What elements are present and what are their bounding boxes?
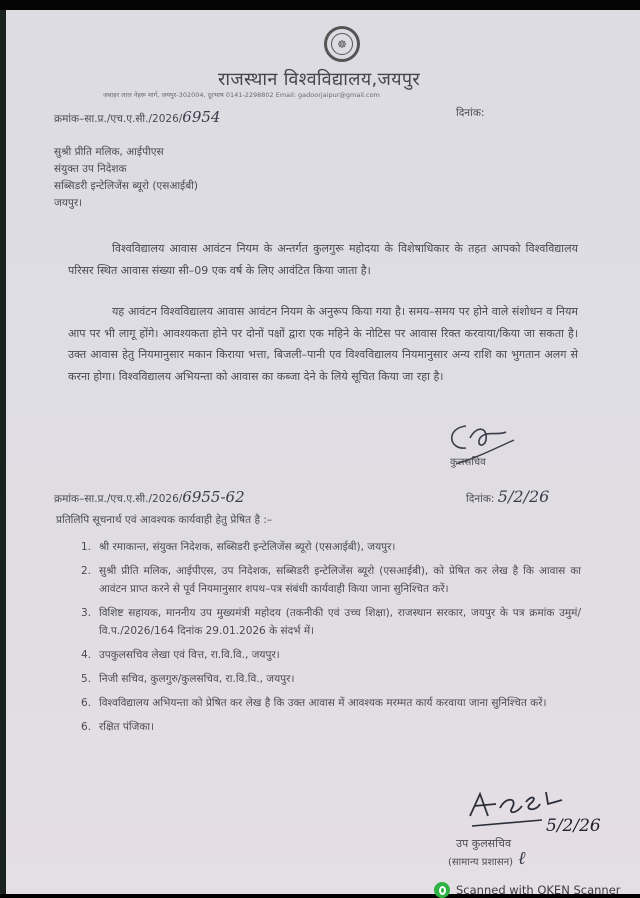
university-title: राजस्थान विश्वविद्यालय,जयपुर <box>218 69 421 90</box>
reference-number-1: क्रमांक–सा.प्र./एच.ए.सी./2026/6954 <box>54 108 221 126</box>
copy-intro: प्रतिलिपि सूचनार्थ एवं आवश्यक कार्यवाही हेतु प्रेषित है :– <box>56 514 273 526</box>
signatory-deputy-registrar: उप कुलसचिव <box>456 837 512 850</box>
date-2: दिनांक: 5/2/26 <box>466 487 550 506</box>
list-item: 2. सुश्री प्रीति मलिक, आईपीएस, उप निदेशक, सब्सिडरी इन्टेलिजेंस ब्यूरो (एसआईबी), को प्रेषित कर लेख है कि आवास का आवंटन प्राप्त करने से पूर्व नियमानुसार शपथ–पत्र संबंधी कार्यवाही किया जाना सुनिश्चित करें। <box>81 565 581 595</box>
list-item: 1. श्री रमाकान्त, संयुक्त निदेशक, सब्सिडरी इन्टेलिजेंस ब्यूरो (एसआईबी), जयपुर। <box>81 541 396 553</box>
list-item: 3. विशिष्ट सहायक, माननीय उप मुख्यमंत्री महोदय (तकनीकी एवं उच्च शिक्षा), राजस्थान सरकार, जयपुर के पत्र क्रमांक उमुमं/वि.प./2026/164 दिनांक 29.01.2026 के संदर्भ में। <box>81 607 581 637</box>
body-paragraph-2: यह आवंटन विश्वविद्यालय आवास आवंटन नियम के अनुरूप किया गया है। समय–समय पर होने वाले संशोधन व नियम आप पर भी लागू होंगे। आवश्यकता होने पर दोनों पक्षों द्वारा एक महिने के नोटिस पर आवास रिक्त करवाया/किया जा सकता है। उक्त आवास हेतु नियमानुसार मकान किराया भत्ता, बिजली–पानी एव विश्वविद्यालय नियमानुसार अन्य राशि का भुगतान अलग से करना होगा। विश्वविद्यालय अभियन्ता को आवास का कब्जा देने के लिये सूचित किया जा रहा है। <box>68 305 578 383</box>
letterhead-address: जवाहर लाल नेहरू मार्ग, जयपुर-302004, दूरभाष 0141-2298802 Email: gadoorjaipur@gmail.com <box>103 91 380 99</box>
date-label-1: दिनांक: <box>456 107 485 119</box>
handwritten-ref-number-1: 6954 <box>182 108 221 126</box>
list-item: 5. निजी सचिव, कुलगुरु/कुलसचिव, रा.वि.वि., जयपुर। <box>81 673 295 685</box>
handwritten-date-2: 5/2/26 <box>497 487 550 506</box>
body-paragraph-1: विश्वविद्यालय आवास आवंटन नियम के अन्तर्गत कुलगुरू महोदया के विशेषाधिकार के तहत आपको विश्वविद्यालय परिसर स्थित आवास संख्या सी–09 एक वर्ष के लिए आवंटित किया जाता है। <box>68 242 578 277</box>
initial-mark: ℓ <box>518 848 526 869</box>
signatory-department: (सामान्य प्रशासन) <box>448 857 514 868</box>
university-emblem-icon: ☸ <box>324 26 360 62</box>
copy-recipient-list <box>81 538 581 742</box>
signatory-registrar: कुलसचिव <box>450 457 486 468</box>
document-page <box>6 10 640 897</box>
top-dark-border <box>0 0 640 10</box>
reference-number-2: क्रमांक–सा.प्र./एच.ए.सी./2026/6955-62 <box>54 488 245 506</box>
handwritten-ref-number-2: 6955-62 <box>182 488 245 506</box>
handwritten-signature-date: 5/2/26 <box>546 816 601 836</box>
list-item: 6. रक्षित पंजिका। <box>81 721 155 733</box>
recipient-block: सुश्री प्रीति मलिक, आईपीएस संयुक्त उप निदेशक सब्सिडरी इन्टेलिजेंस ब्यूरो (एसआईबी) जयपुर। <box>54 146 199 209</box>
list-item: 4. उपकुलसचिव लेखा एवं वित्त, रा.वि.वि., जयपुर। <box>81 649 280 661</box>
scanner-watermark: Scanned with OKEN Scanner <box>434 882 621 898</box>
scanner-logo-icon <box>434 882 450 898</box>
list-item: 6. विश्वविद्यालय अभियन्ता को प्रेषित कर लेख है कि उक्त आवास में आवश्यक मरम्मत कार्य करवाया जाना सुनिश्चित करें। <box>81 697 547 709</box>
